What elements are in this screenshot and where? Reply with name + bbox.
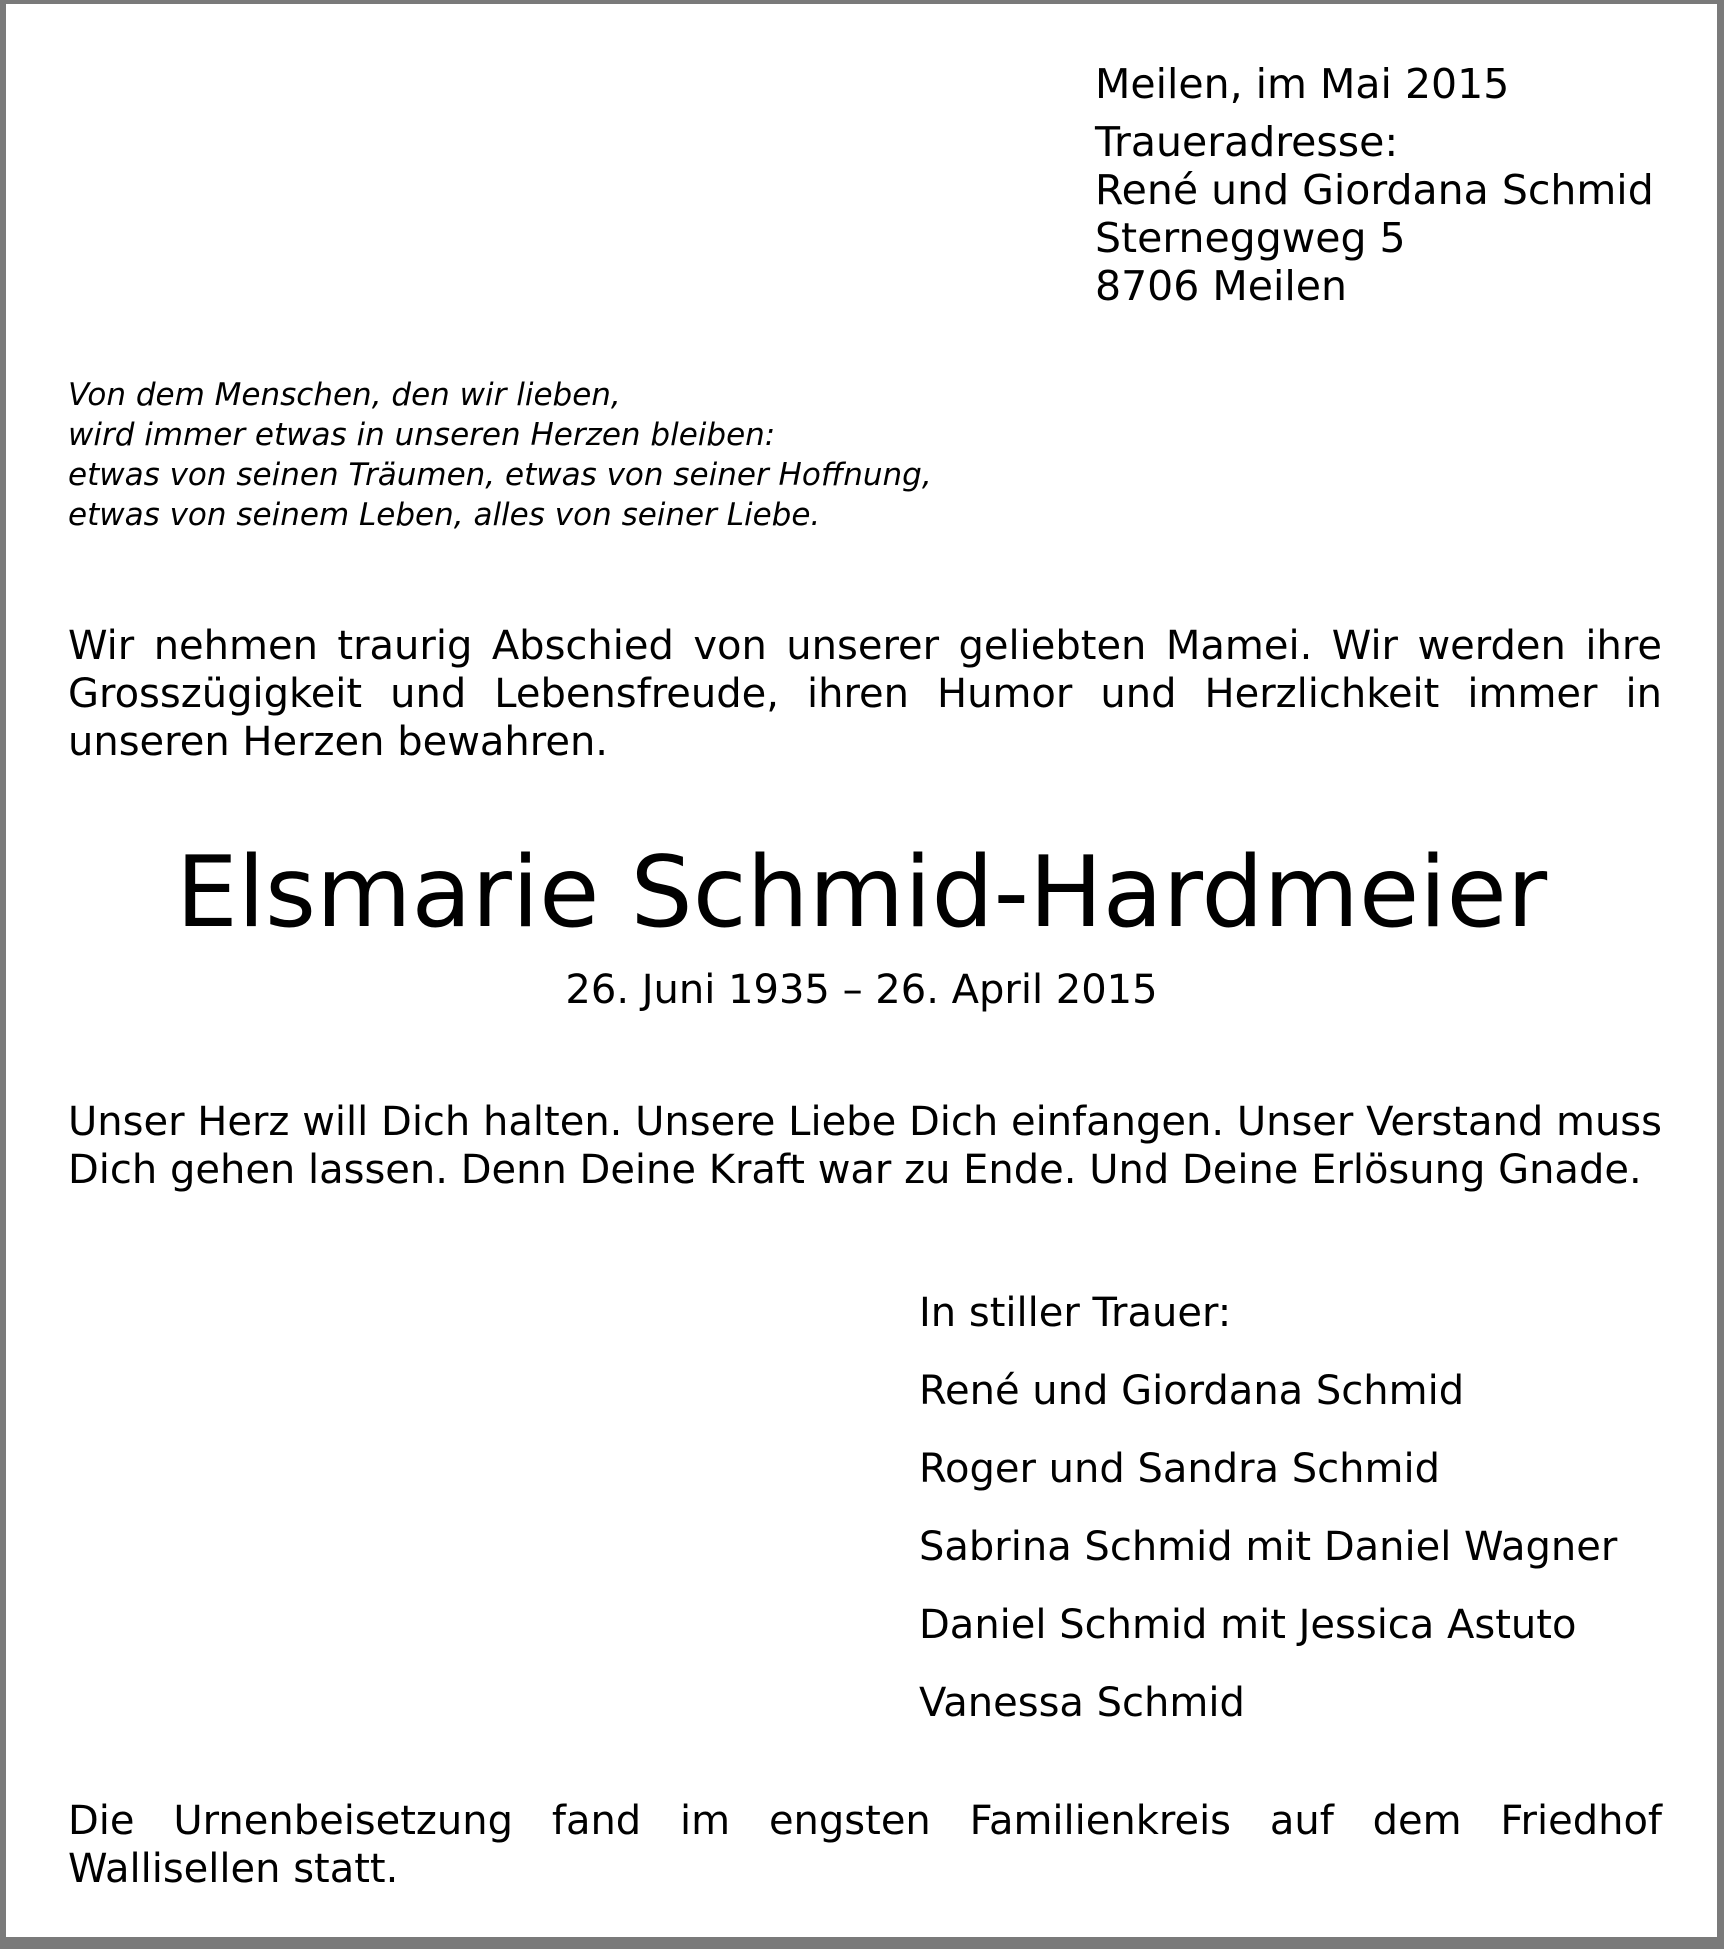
mourning-address	[1095, 118, 1654, 310]
address-line: 8706 Meilen	[1095, 262, 1347, 310]
mourner-name: Roger und Sandra Schmid	[919, 1446, 1440, 1492]
quote-line: etwas von seinen Träumen, etwas von seiner Hoffnung,	[68, 457, 932, 493]
mourner-name: Vanessa Schmid	[919, 1680, 1245, 1726]
burial-paragraph: Die Urnenbeisetzung fand im engsten Familienkreis auf dem Friedhof Wallisellen statt.	[68, 1798, 1662, 1892]
quote-line: Von dem Menschen, den wir lieben,	[68, 377, 621, 413]
quote-line: wird immer etwas in unseren Herzen bleiben:	[68, 417, 776, 453]
place-date: Meilen, im Mai 2015	[1095, 60, 1510, 108]
address-label: Traueradresse:	[1095, 118, 1399, 166]
farewell-paragraph: Wir nehmen traurig Abschied von unserer geliebten Mamei. Wir werden ihre Grosszügigkeit und Lebensfreude, ihren Humor und Herzlichkeit immer in unseren Herzen bewahren.	[68, 623, 1662, 765]
deceased-name: Elsmarie Schmid-Hardmeier	[175, 836, 1548, 950]
mourners-block	[919, 1289, 1617, 1757]
quote-line: etwas von seinem Leben, alles von seiner Liebe.	[68, 497, 821, 533]
header-block	[1095, 60, 1654, 310]
address-line: René und Giordana Schmid	[1095, 166, 1654, 214]
mourner-name: Sabrina Schmid mit Daniel Wagner	[919, 1524, 1618, 1570]
memorial-quote	[68, 375, 932, 535]
mourners-heading: In stiller Trauer:	[919, 1290, 1232, 1336]
mourner-name: Daniel Schmid mit Jessica Astuto	[919, 1602, 1577, 1648]
life-dates: 26. Juni 1935 – 26. April 2015	[565, 967, 1158, 1013]
heart-paragraph: Unser Herz will Dich halten. Unsere Liebe Dich einfangen. Unser Verstand muss Dich gehen lassen. Denn Deine Kraft war zu Ende. Und Deine Erlösung Gnade.	[68, 1099, 1662, 1193]
mourner-name: René und Giordana Schmid	[919, 1368, 1465, 1414]
address-line: Sterneggweg 5	[1095, 214, 1406, 262]
